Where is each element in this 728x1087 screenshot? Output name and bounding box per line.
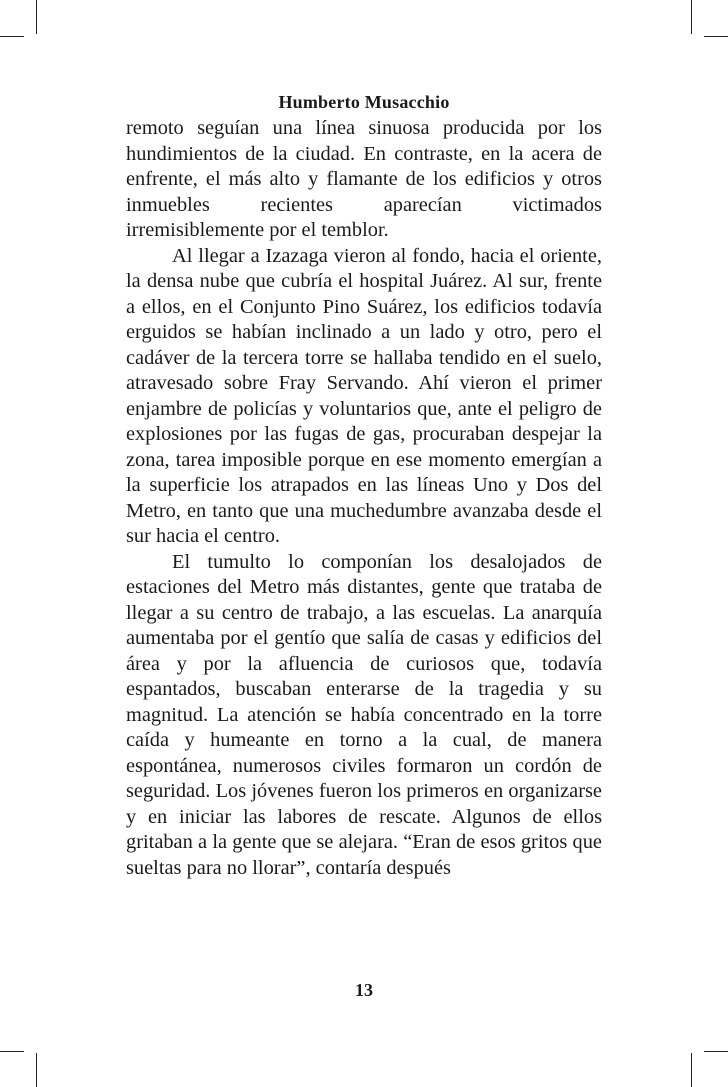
crop-mark-bottom-left-vertical <box>36 1053 37 1087</box>
crop-mark-top-left-vertical <box>36 0 37 34</box>
crop-mark-bottom-left-horizontal <box>0 1051 24 1052</box>
paragraph: El tumulto lo componían los desalojados de estaciones del Metro más distantes, gente que trataba de llegar a su centro de trabajo, a las escuelas. La anarquía aumentaba por el gentío que salía de casas y edificios del área y por la afluencia de curiosos que, todavía espantados, buscaban enterarse de la tragedia y su magnitud. La atención se había concentrado en la torre caída y humeante en torno a la cual, de manera espontánea, numerosos civiles formaron un cordón de seguridad. Los jóvenes fueron los primeros en organizarse y en iniciar las labores de rescate. Algunos de ellos gritaban a la gente que se alejara. “Eran de esos gritos que sueltas para no llorar”, contaría después <box>126 550 602 879</box>
paragraph-continued: remoto seguían una línea sinuosa producida por los hundimientos de la ciudad. En contraste, en la acera de enfrente, el más alto y flamante de los edificios y otros inmuebles recientes aparecían victimados irremisiblemente por el temblor. <box>126 117 602 241</box>
crop-mark-top-left-horizontal <box>0 36 24 37</box>
crop-mark-bottom-right-vertical <box>691 1053 692 1087</box>
crop-mark-top-right-horizontal <box>704 36 728 37</box>
paragraph: Al llegar a Izazaga vieron al fondo, hacia el oriente, la densa nube que cubría el hospital Juárez. Al sur, frente a ellos, en el Conjunto Pino Suárez, los edificios todavía erguidos se habían inclinado a un lado y otro, pero el cadáver de la tercera torre se hallaba tendido en el suelo, atravesado sobre Fray Servando. Ahí vieron el primer enjambre de policías y voluntarios que, ante el peligro de explosiones por las fugas de gas, procuraban despejar la zona, tarea imposible porque en ese momento emergían a la superficie los atrapados en las líneas Uno y Dos del Metro, en tanto que una muchedumbre avanzaba desde el sur hacia el centro. <box>126 244 602 547</box>
page-number: 13 <box>355 980 373 1000</box>
crop-mark-bottom-right-horizontal <box>704 1051 728 1052</box>
running-head: Humberto Musacchio <box>278 92 450 112</box>
crop-mark-top-right-vertical <box>691 0 692 34</box>
body-text <box>126 116 602 881</box>
